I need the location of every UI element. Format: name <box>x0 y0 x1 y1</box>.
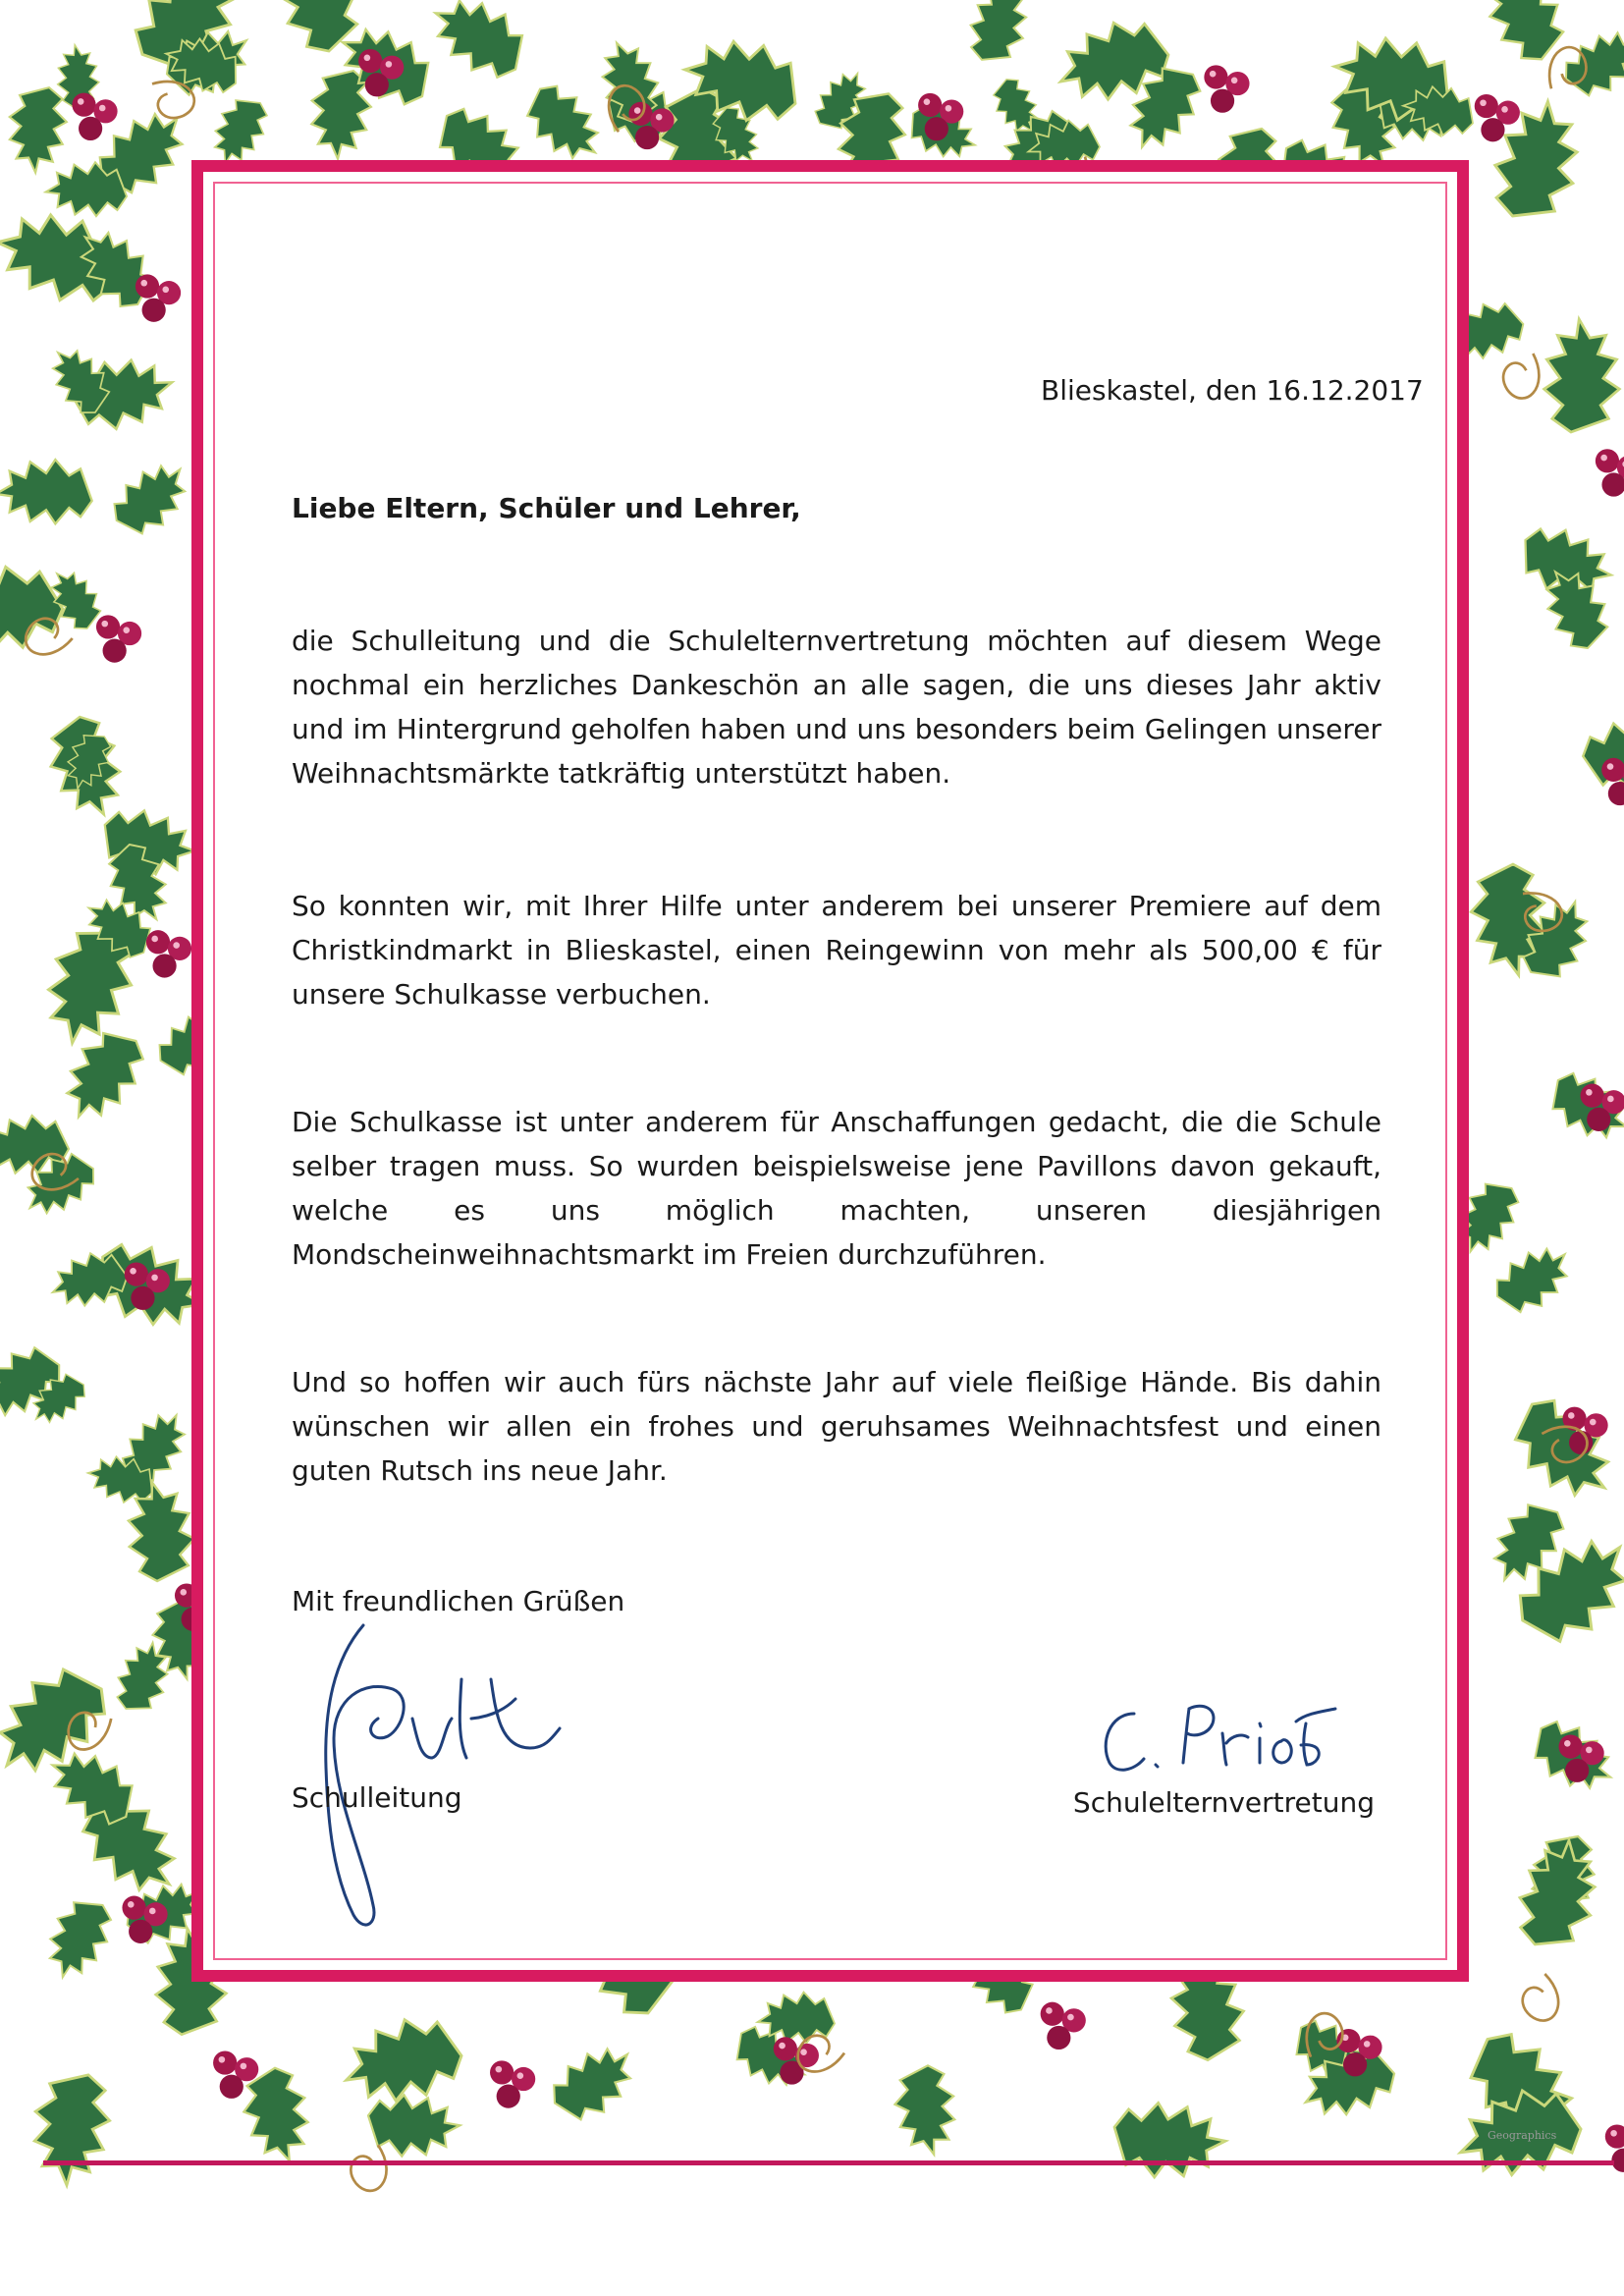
holly-leaf-icon <box>36 1890 121 1988</box>
holly-berries-icon <box>135 274 181 321</box>
holly-leaf-icon <box>1544 319 1620 432</box>
signature-role-right: Schulelternvertretung <box>1072 1786 1375 1819</box>
holly-leaf-icon <box>50 1018 155 1132</box>
holly-leaf-icon <box>963 0 1035 68</box>
bottom-divider-line <box>43 2160 1614 2165</box>
holly-leaf-icon <box>45 162 127 217</box>
holly-leaf-icon <box>420 0 537 89</box>
letter-salutation: Liebe Eltern, Schüler und Lehrer, <box>292 492 801 524</box>
signature-role-left: Schulleitung <box>292 1781 462 1814</box>
holly-berries-icon <box>1204 65 1249 112</box>
holly-leaf-icon <box>1487 1234 1582 1324</box>
gold-swirl-icon <box>344 2139 398 2197</box>
watermark-text: Geographics <box>1488 2129 1557 2142</box>
holly-leaf-icon <box>0 460 92 523</box>
holly-leaf-icon <box>1498 1386 1624 1515</box>
holly-berries-icon <box>146 930 191 977</box>
signature-schulelternvertretung <box>1095 1694 1350 1782</box>
letter-paragraph: Und so hoffen wir auch fürs nächste Jahr auf viele fleißige Hände. Bis dahin wünschen wir allen ein frohes und geruhsames Weihnachtsfest und einen guten Rutsch ins neue Jahr. <box>292 1366 1381 1487</box>
gold-swirl-icon <box>1495 346 1551 404</box>
holly-leaf-icon <box>5 84 70 175</box>
letter-date: Blieskastel, den 16.12.2017 <box>1041 374 1424 407</box>
letter-closing: Mit freundlichen Grüßen <box>292 1585 625 1617</box>
holly-leaf-icon <box>1469 0 1577 72</box>
holly-berries-icon <box>96 615 141 662</box>
holly-leaf-icon <box>514 75 614 174</box>
holly-berries-icon <box>1596 449 1624 496</box>
holly-leaf-icon <box>891 2062 961 2159</box>
holly-leaf-icon <box>103 451 200 546</box>
holly-berries-icon <box>1041 2002 1086 2050</box>
holly-leaf-icon <box>542 2033 647 2132</box>
holly-berries-icon <box>490 2060 535 2107</box>
holly-leaf-icon <box>1555 19 1624 108</box>
letter-paragraph: die Schulleitung und die Schulelternvertretung möchten auf diesem Wege nochmal ein herzliches Dankeschön an alle sagen, die uns dieses Jahr aktiv und im Hintergrund geholfen haben und uns besonders beim Gelingen unserer Weihnachtsmärkte tatkräftig unterstützt haben. <box>292 625 1381 790</box>
holly-leaf-icon <box>1111 2101 1227 2181</box>
holly-berries-icon <box>72 93 117 140</box>
holly-leaf-icon <box>27 2069 115 2190</box>
letter-paragraph: So konnten wir, mit Ihrer Hilfe unter anderem bei unserer Premiere auf dem Christkindmarkt in Blieskastel, einen Reingewinn von mehr als 500,00 € für unsere Schulkasse verbuchen. <box>292 890 1381 1011</box>
letter-paragraph: Die Schulkasse ist unter anderem für Anschaffungen gedacht, die die Schule selber tragen muss. So wurden beispielsweise jene Pavillons davon gekauft, welche es uns möglich machten, unseren diesjährigen Mondscheinweihnachtsmarkt im Freien durchzuführen. <box>292 1106 1381 1271</box>
gold-swirl-icon <box>1518 1970 1567 2025</box>
holly-leaf-icon <box>0 557 69 663</box>
